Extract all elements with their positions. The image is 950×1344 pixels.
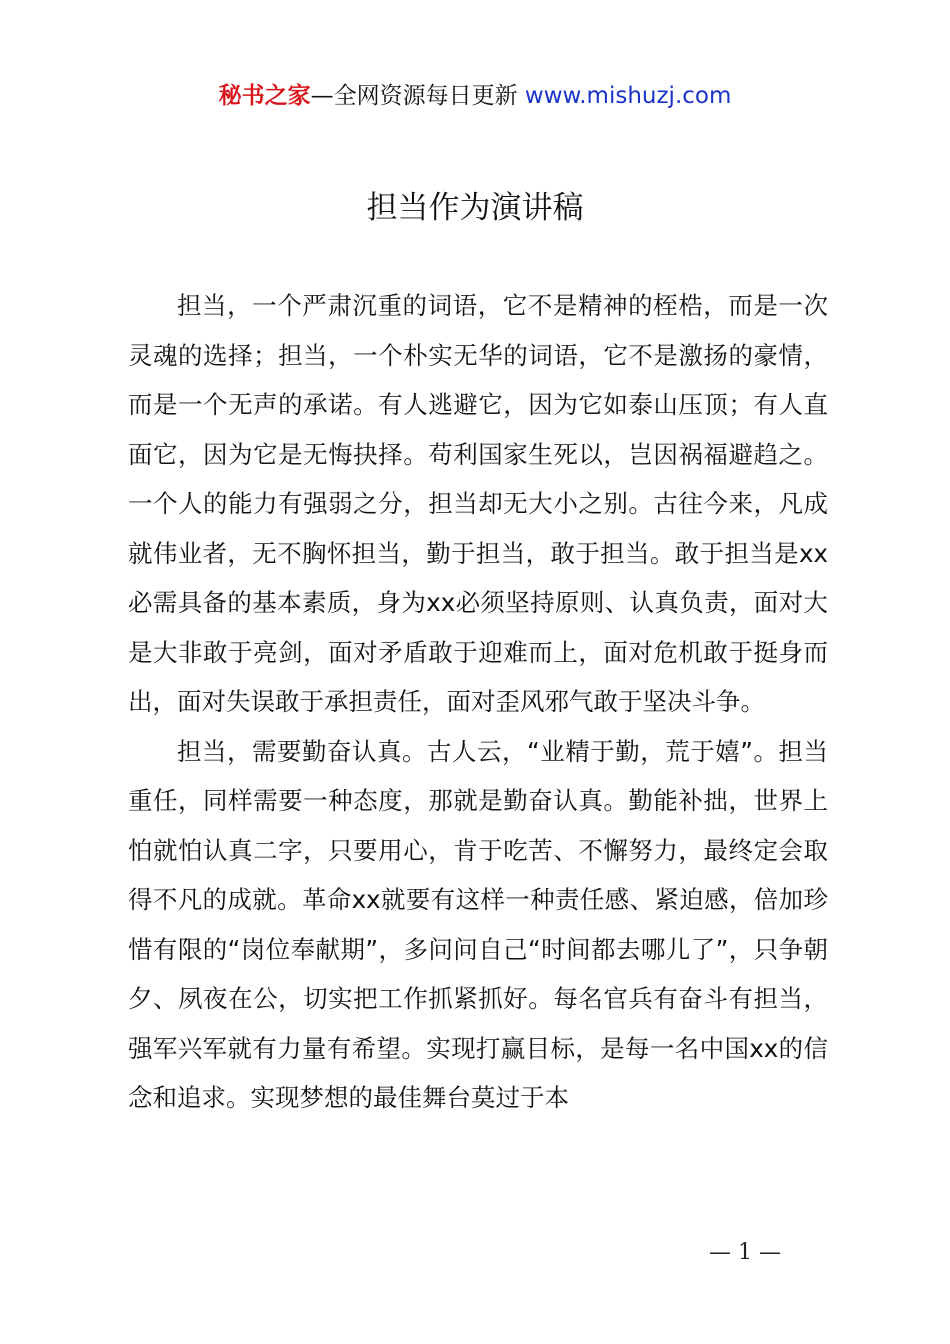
site-header xyxy=(0,80,950,112)
brand-name: 秘书之家 xyxy=(218,83,311,109)
document-body xyxy=(128,281,828,1123)
site-url-link[interactable]: www.mishuzj.com xyxy=(524,83,732,109)
page-number: — 1 — xyxy=(709,1240,781,1265)
document-title: 担当作为演讲稿 xyxy=(366,190,584,226)
header-tagline: —全网资源每日更新 xyxy=(310,83,525,109)
paragraph-1: 担当，一个严肃沉重的词语，它不是精神的桎梏，而是一次灵魂的选择；担当，一个朴实无华的词语，它不是激扬的豪情，而是一个无声的承诺。有人逃避它，因为它如泰山压顶；有人直面它，因为它是无悔抉择。苟利国家生死以，岂因祸福避趋之。一个人的能力有强弱之分，担当却无大小之别。古往今来，凡成就伟业者，无不胸怀担当，勤于担当，敢于担当。敢于担当是xx必需具备的基本素质，身为xx必须坚持原则、认真负责，面对大是大非敢于亮剑，面对矛盾敢于迎难而上，面对危机敢于挺身而出，面对失误敢于承担责任，面对歪风邪气敢于坚决斗争。 xyxy=(128,291,828,716)
paragraph-2: 担当，需要勤奋认真。古人云，“业精于勤，荒于嬉”。担当重任，同样需要一种态度，那就是勤奋认真。勤能补拙，世界上怕就怕认真二字，只要用心，肯于吃苦、不懈努力，最终定会取得不凡的成就。革命xx就要有这样一种责任感、紧迫感，倍加珍惜有限的“岗位奉献期”，多问问自己“时间都去哪儿了”，只争朝夕、夙夜在公，切实把工作抓紧抓好。每名官兵有奋斗有担当，强军兴军就有力量有希望。实现打赢目标，是每一名中国xx的信念和追求。实现梦想的最佳舞台莫过于本 xyxy=(128,736,828,1112)
